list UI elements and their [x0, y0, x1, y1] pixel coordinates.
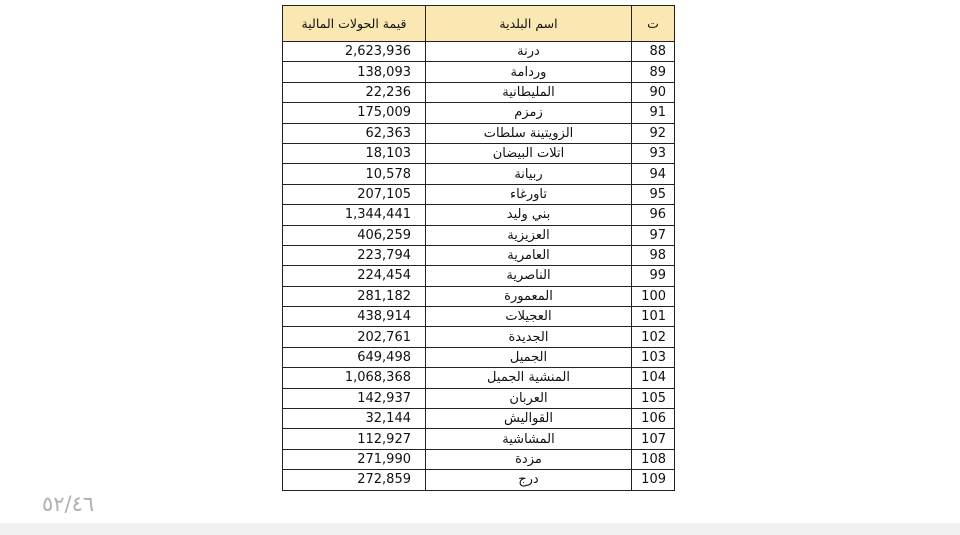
table-row [283, 205, 675, 225]
table-row [283, 143, 675, 163]
serial-number-cell: 102 [632, 327, 675, 347]
serial-number-cell: 107 [632, 429, 675, 449]
transfer-value-cell: 202,761 [283, 327, 426, 347]
transfer-value-cell: 142,937 [283, 388, 426, 408]
municipality-name-cell: ربيانة [426, 164, 632, 184]
serial-number-cell: 109 [632, 470, 675, 490]
table-row [283, 123, 675, 143]
transfer-value-cell: 62,363 [283, 123, 426, 143]
serial-number-cell: 97 [632, 225, 675, 245]
transfer-value-cell: 175,009 [283, 103, 426, 123]
table-row [283, 470, 675, 490]
serial-number-cell: 88 [632, 42, 675, 62]
page-number: ٥٢/٤٦ [42, 492, 95, 516]
serial-number-cell: 108 [632, 449, 675, 469]
serial-number-cell: 105 [632, 388, 675, 408]
transfer-value-cell: 10,578 [283, 164, 426, 184]
serial-number-cell: 93 [632, 143, 675, 163]
table-row [283, 42, 675, 62]
serial-number-cell: 98 [632, 245, 675, 265]
serial-number-cell: 96 [632, 205, 675, 225]
serial-number-cell: 100 [632, 286, 675, 306]
municipality-name-cell: زمزم [426, 103, 632, 123]
serial-number-cell: 101 [632, 307, 675, 327]
table-body [283, 42, 675, 491]
table-row [283, 429, 675, 449]
transfer-value-cell: 281,182 [283, 286, 426, 306]
municipality-name-cell: اتلات البيضان [426, 143, 632, 163]
municipality-transfers-table [282, 5, 675, 491]
municipality-name-cell: الجميل [426, 347, 632, 367]
transfer-value-cell: 138,093 [283, 62, 426, 82]
serial-number-cell: 106 [632, 409, 675, 429]
municipality-name-cell: بني وليد [426, 205, 632, 225]
municipality-name-cell: العربان [426, 388, 632, 408]
municipality-name-cell: المعمورة [426, 286, 632, 306]
municipality-name-cell: المشاشية [426, 429, 632, 449]
municipality-name-cell: الناصرية [426, 266, 632, 286]
serial-number-cell: 95 [632, 184, 675, 204]
transfer-value-cell: 223,794 [283, 245, 426, 265]
header-municipality-name: اسم البلدية [426, 6, 632, 42]
municipality-name-cell: الجديدة [426, 327, 632, 347]
table-row [283, 266, 675, 286]
serial-number-cell: 89 [632, 62, 675, 82]
municipality-name-cell: القواليش [426, 409, 632, 429]
serial-number-cell: 91 [632, 103, 675, 123]
table-row [283, 245, 675, 265]
table-row [283, 164, 675, 184]
table-row [283, 286, 675, 306]
table-header-row [283, 6, 675, 42]
transfer-value-cell: 2,623,936 [283, 42, 426, 62]
table-row [283, 184, 675, 204]
transfer-value-cell: 112,927 [283, 429, 426, 449]
municipality-name-cell: مزدة [426, 449, 632, 469]
table-row [283, 449, 675, 469]
transfer-value-cell: 1,068,368 [283, 368, 426, 388]
transfer-value-cell: 271,990 [283, 449, 426, 469]
municipality-name-cell: درج [426, 470, 632, 490]
transfer-value-cell: 32,144 [283, 409, 426, 429]
table-row [283, 62, 675, 82]
municipality-name-cell: درنة [426, 42, 632, 62]
municipality-name-cell: العزيزية [426, 225, 632, 245]
table-row [283, 347, 675, 367]
municipality-name-cell: العجيلات [426, 307, 632, 327]
serial-number-cell: 94 [632, 164, 675, 184]
serial-number-cell: 92 [632, 123, 675, 143]
transfer-value-cell: 224,454 [283, 266, 426, 286]
serial-number-cell: 104 [632, 368, 675, 388]
transfer-value-cell: 207,105 [283, 184, 426, 204]
transfer-value-cell: 272,859 [283, 470, 426, 490]
table-row [283, 368, 675, 388]
table-row [283, 388, 675, 408]
header-transfer-value: قيمة الحولات المالية [283, 6, 426, 42]
serial-number-cell: 90 [632, 82, 675, 102]
municipality-name-cell: الزويتينة سلطات [426, 123, 632, 143]
table-row [283, 307, 675, 327]
viewer-bottom-band [0, 523, 960, 535]
table-row [283, 225, 675, 245]
serial-number-cell: 103 [632, 347, 675, 367]
transfer-value-cell: 22,236 [283, 82, 426, 102]
municipality-name-cell: المليطانية [426, 82, 632, 102]
table-row [283, 327, 675, 347]
header-serial-number: ت [632, 6, 675, 42]
transfer-value-cell: 1,344,441 [283, 205, 426, 225]
municipality-name-cell: وردامة [426, 62, 632, 82]
transfer-value-cell: 438,914 [283, 307, 426, 327]
municipality-name-cell: تاورغاء [426, 184, 632, 204]
serial-number-cell: 99 [632, 266, 675, 286]
table-row [283, 103, 675, 123]
transfer-value-cell: 18,103 [283, 143, 426, 163]
municipality-name-cell: العامرية [426, 245, 632, 265]
table-row [283, 82, 675, 102]
table-row [283, 409, 675, 429]
municipality-name-cell: المنشية الجميل [426, 368, 632, 388]
transfer-value-cell: 406,259 [283, 225, 426, 245]
transfer-value-cell: 649,498 [283, 347, 426, 367]
